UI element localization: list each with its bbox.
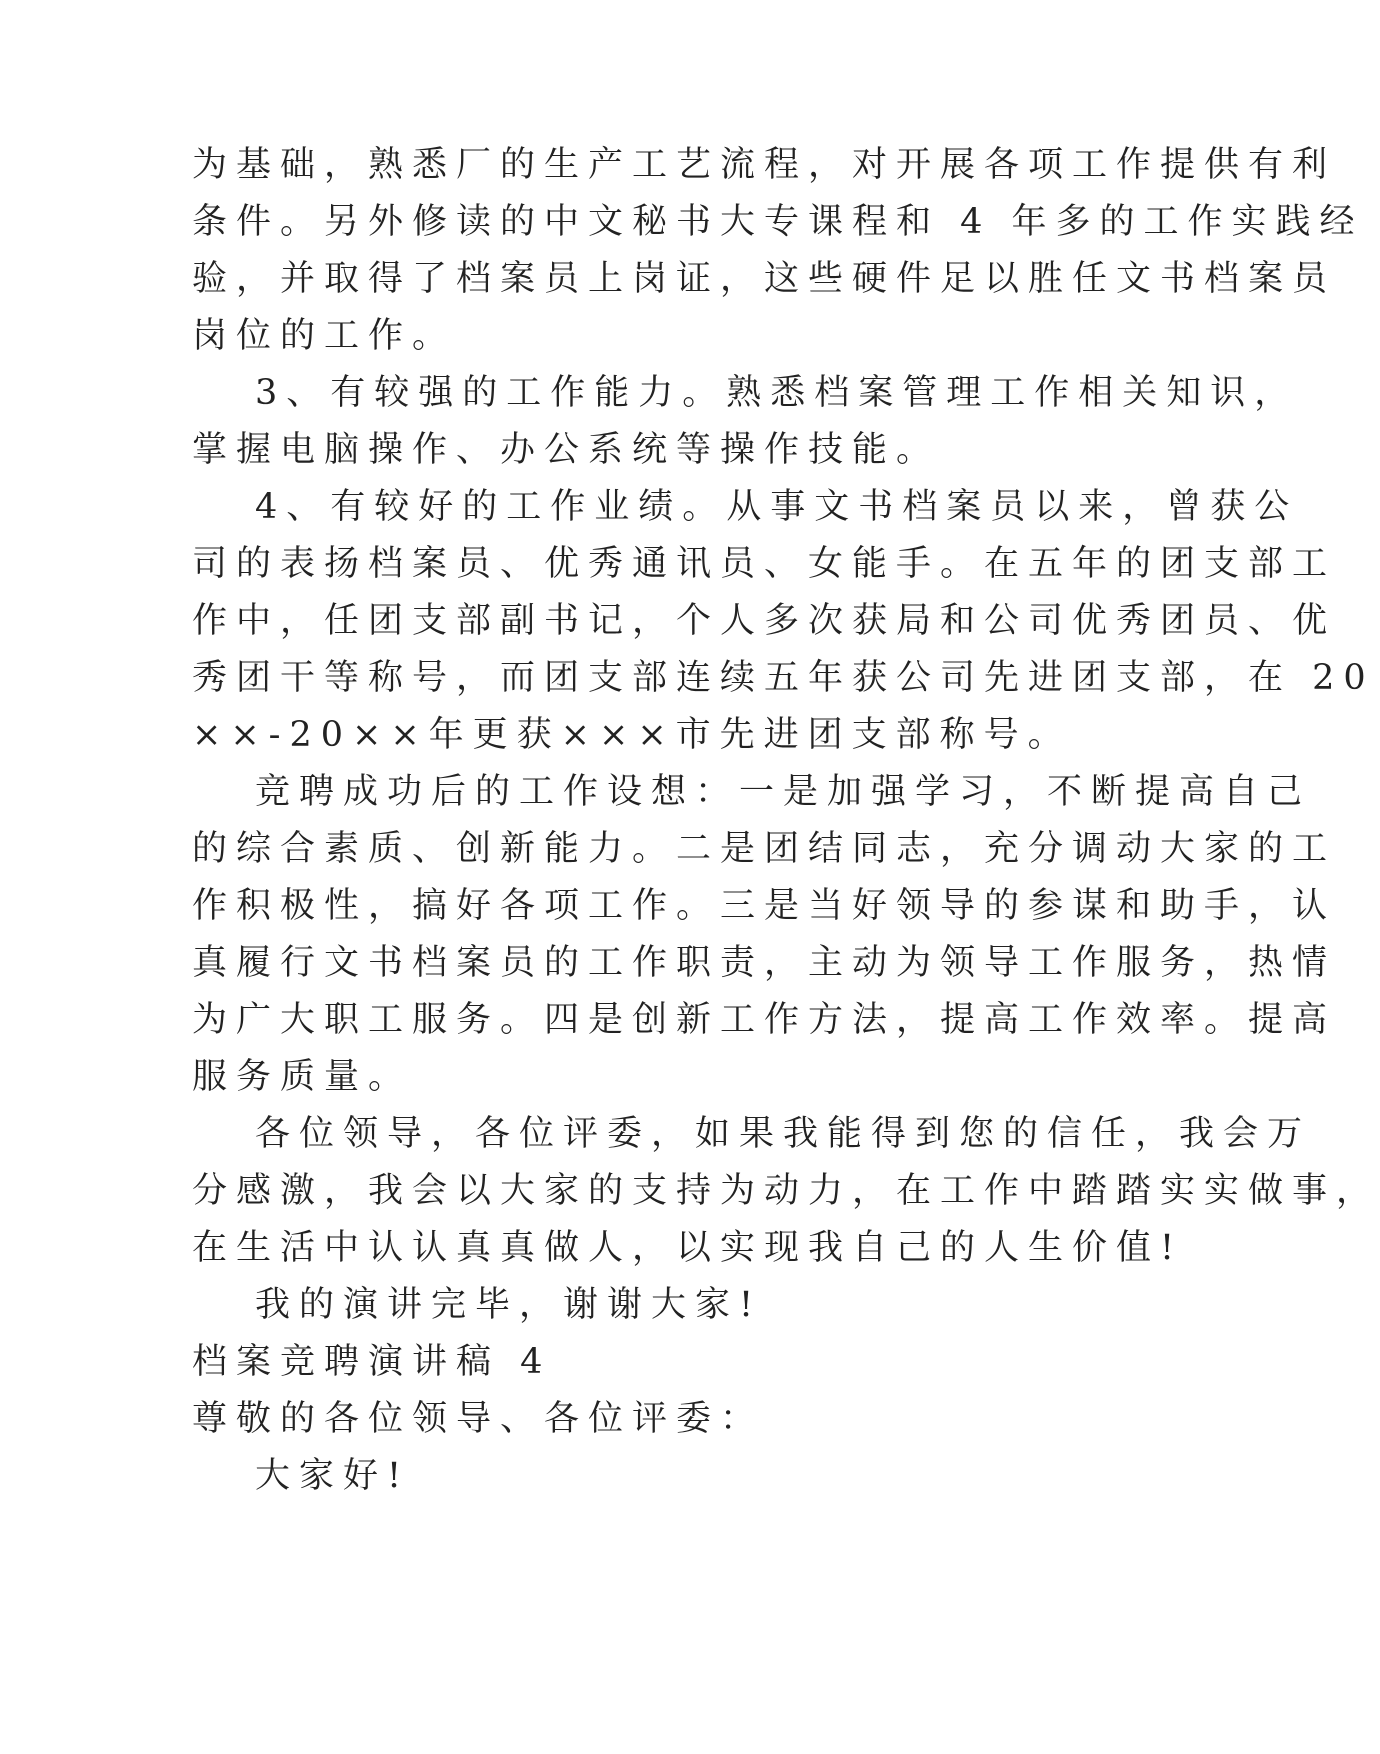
body-text-line: 条件。另外修读的中文秘书大专课程和 4 年多的工作实践经: [192, 202, 1364, 242]
body-text-line: 在生活中认认真真做人，以实现我自己的人生价值!: [192, 1228, 1184, 1268]
body-text-line: 为基础，熟悉厂的生产工艺流程，对开展各项工作提供有利: [192, 145, 1337, 185]
body-text-line: 为广大职工服务。四是创新工作方法，提高工作效率。提高: [192, 1000, 1337, 1040]
body-text-line: 掌握电脑操作、办公系统等操作技能。: [192, 430, 941, 470]
body-text-line: 验，并取得了档案员上岗证，这些硬件足以胜任文书档案员: [192, 259, 1337, 299]
body-text-line: 岗位的工作。: [192, 316, 457, 356]
body-text-line: 的综合素质、创新能力。二是团结同志，充分调动大家的工: [192, 829, 1337, 869]
closing-line: 我的演讲完毕，谢谢大家!: [255, 1285, 763, 1325]
body-text-line: 真履行文书档案员的工作职责，主动为领导工作服务，热情: [192, 943, 1337, 983]
paragraph-start-line: 竞聘成功后的工作设想：一是加强学习，不断提高自己: [255, 772, 1312, 812]
body-text-line: 秀团干等称号，而团支部连续五年获公司先进团支部，在 20: [192, 658, 1375, 698]
paragraph-start-line: 各位领导，各位评委，如果我能得到您的信任，我会万: [255, 1114, 1312, 1154]
body-text-line: 作积极性，搞好各项工作。三是当好领导的参谋和助手，认: [192, 886, 1337, 926]
section-title: 档案竞聘演讲稿 4: [192, 1342, 552, 1382]
body-text-line: ××-20××年更获×××市先进团支部称号。: [192, 715, 1072, 755]
list-item-4-line: 4、有较好的工作业绩。从事文书档案员以来，曾获公: [255, 487, 1299, 527]
body-text-line: 服务质量。: [192, 1057, 413, 1097]
body-text-line: 司的表扬档案员、优秀通讯员、女能手。在五年的团支部工: [192, 544, 1337, 584]
greeting: 大家好!: [255, 1456, 411, 1496]
list-item-3-line: 3、有较强的工作能力。熟悉档案管理工作相关知识，: [255, 373, 1299, 413]
body-text-line: 作中，任团支部副书记，个人多次获局和公司优秀团员、优: [192, 601, 1337, 641]
body-text-line: 分感激，我会以大家的支持为动力，在工作中踏踏实实做事，: [192, 1171, 1380, 1211]
salutation: 尊敬的各位领导、各位评委：: [192, 1399, 765, 1439]
